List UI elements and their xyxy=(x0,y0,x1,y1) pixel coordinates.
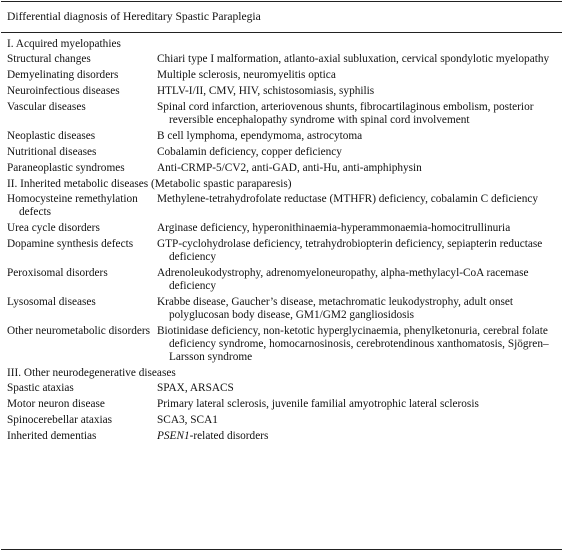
table-row xyxy=(0,193,564,222)
row-label: Structural changes xyxy=(7,53,91,65)
table-title: Differential diagnosis of Hereditary Spastic Paraplegia xyxy=(7,10,261,23)
row-value: B cell lymphoma, ependymoma, astrocytoma xyxy=(157,130,363,142)
row-value: GTP-cyclohydrolase deficiency, tetrahydrobiopterin deficiency, sepiapterin reductase deficiency xyxy=(157,238,543,263)
row-value: Adrenoleukodystrophy, adrenomyeloneuropathy, alpha-methylacyl-CoA racemase deficiency xyxy=(157,267,529,292)
top-rule xyxy=(1,1,562,2)
table-row xyxy=(0,296,564,325)
table-row xyxy=(0,146,564,162)
row-label: Peroxisomal disorders xyxy=(7,267,108,279)
section-table xyxy=(0,53,564,178)
table-row xyxy=(0,101,564,130)
row-value-suffix: -related disorders xyxy=(189,430,269,442)
table-row xyxy=(0,162,564,178)
row-label: Nutritional diseases xyxy=(7,146,97,158)
table-row xyxy=(0,69,564,85)
row-value: Krabbe disease, Gaucher’s disease, metachromatic leukodystrophy, adult onset polyglucosan body disease, GM1/GM2 gangliosidosis xyxy=(157,296,514,321)
row-value: SPAX, ARSACS xyxy=(157,382,234,394)
row-label: Vascular diseases xyxy=(7,101,86,113)
row-label: Demyelinating disorders xyxy=(7,69,119,81)
row-label: Spastic ataxias xyxy=(7,382,74,394)
section-table xyxy=(0,193,564,367)
row-value: Multiple sclerosis, neuromyelitis optica xyxy=(157,69,336,81)
section-table xyxy=(0,382,564,446)
row-label: Spinocerebellar ataxias xyxy=(7,414,113,426)
table-row xyxy=(0,382,564,398)
row-label: Paraneoplastic syndromes xyxy=(7,162,125,174)
row-value: Methylene-tetrahydrofolate reductase (MTHFR) deficiency, cobalamin C deficiency xyxy=(157,193,539,205)
row-label: Inherited dementias xyxy=(7,430,97,442)
gene-name: PSEN1 xyxy=(157,430,190,442)
row-value: Cobalamin deficiency, copper deficiency xyxy=(157,146,342,158)
section-heading: I. Acquired myelopathies xyxy=(7,38,121,50)
table-row xyxy=(0,238,564,267)
table-row xyxy=(0,130,564,146)
table-row xyxy=(0,414,564,430)
row-value: HTLV-I/II, CMV, HIV, schistosomiasis, syphilis xyxy=(157,85,375,97)
row-value xyxy=(157,430,558,443)
row-value: Primary lateral sclerosis, juvenile familial amyotrophic lateral sclerosis xyxy=(157,398,479,410)
row-value: SCA3, SCA1 xyxy=(157,414,218,426)
row-value: Anti-CRMP-5/CV2, anti-GAD, anti-Hu, anti-amphiphysin xyxy=(157,162,422,174)
bottom-rule xyxy=(1,549,562,550)
section-heading: II. Inherited metabolic diseases (Metabolic spastic paraparesis) xyxy=(7,178,292,190)
row-label: Motor neuron disease xyxy=(7,398,105,410)
table-row xyxy=(0,267,564,296)
row-value: Arginase deficiency, hyperonithinaemia-hyperammonaemia-homocitrullinuria xyxy=(157,222,511,234)
table-row xyxy=(0,222,564,238)
row-label: Lysosomal diseases xyxy=(7,296,96,308)
row-value: Spinal cord infarction, arteriovenous shunts, fibrocartilaginous embolism, posterior reversible encephalopathy syndrome with spinal cord involvement xyxy=(157,101,534,126)
row-label: Urea cycle disorders xyxy=(7,222,100,234)
table-row xyxy=(0,53,564,69)
table-row xyxy=(0,85,564,101)
table-row xyxy=(0,398,564,414)
table-row xyxy=(0,325,564,367)
row-value: Chiari type I malformation, atlanto-axial subluxation, cervical spondylotic myelopathy xyxy=(157,53,550,65)
table-content xyxy=(0,38,564,446)
row-label: Homocysteine remethylation defects xyxy=(7,193,138,218)
row-label: Other neurometabolic disorders xyxy=(7,325,151,337)
header-rule xyxy=(1,32,562,33)
row-label: Neuroinfectious diseases xyxy=(7,85,120,97)
row-label: Dopamine synthesis defects xyxy=(7,238,134,250)
row-value: Biotinidase deficiency, non-ketotic hyperglycinaemia, phenylketonuria, cerebral folate deficiency syndrome, homocarnosinosis, cerebrotendinous xanthomatosis, Sjögren–Larsson syndrome xyxy=(157,325,549,363)
row-label: Neoplastic diseases xyxy=(7,130,96,142)
section-heading: III. Other neurodegenerative diseases xyxy=(7,367,176,379)
table-row xyxy=(0,430,564,446)
